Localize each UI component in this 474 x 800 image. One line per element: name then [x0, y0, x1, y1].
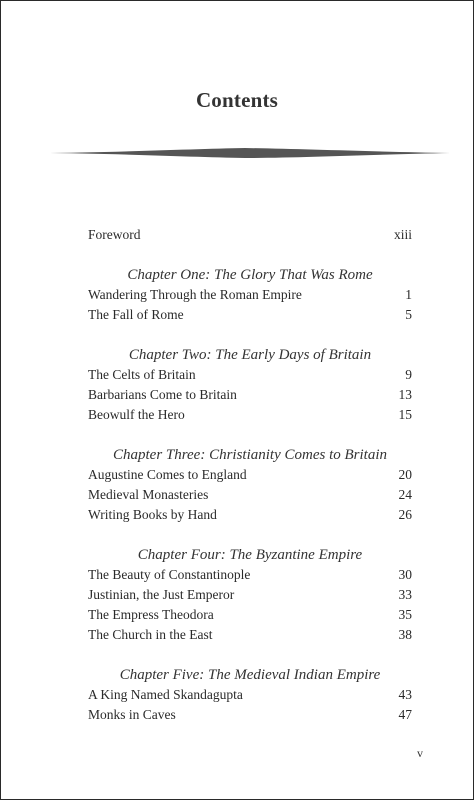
- toc-entry-label: Wandering Through the Roman Empire: [88, 287, 302, 302]
- toc-entry-label: Augustine Comes to England: [88, 467, 247, 482]
- toc-entry-label: The Beauty of Constantinople: [88, 567, 251, 582]
- chapter-heading: Chapter Two: The Early Days of Britain: [128, 347, 372, 363]
- toc-entry-label: The Church in the East: [88, 627, 213, 642]
- toc-entry[interactable]: [88, 605, 412, 625]
- toc-entry-label: The Empress Theodora: [88, 607, 214, 622]
- page-number: v: [417, 746, 423, 760]
- toc-entry-label: Foreword: [88, 227, 141, 242]
- toc-entry-page: 43: [398, 687, 412, 702]
- toc-entry[interactable]: [88, 505, 412, 525]
- toc-entry-page: 1: [405, 287, 412, 302]
- chapter-list: [88, 265, 412, 725]
- decorative-swoosh-divider: [40, 143, 450, 163]
- toc-entry-label: Justinian, the Just Emperor: [88, 587, 235, 602]
- toc-entry-page: xiii: [393, 227, 412, 242]
- toc-entry-label: Writing Books by Hand: [88, 507, 217, 522]
- toc-entry-page: 24: [398, 487, 412, 502]
- toc-entry-page: 13: [398, 387, 412, 402]
- toc-entry-page: 47: [398, 707, 412, 722]
- toc-entry[interactable]: [88, 465, 412, 485]
- toc-entry[interactable]: [88, 685, 412, 705]
- toc-entry-label: The Celts of Britain: [88, 367, 196, 382]
- toc-entry-page: 33: [398, 587, 412, 602]
- toc-entry-page: 9: [405, 367, 412, 382]
- toc-entry-page: 26: [398, 507, 412, 522]
- toc-entry[interactable]: [88, 385, 412, 405]
- page-title: Contents: [195, 88, 279, 112]
- toc-entry-label: Medieval Monasteries: [88, 487, 209, 502]
- toc-entry-page: 38: [398, 627, 412, 642]
- toc-entry[interactable]: [88, 365, 412, 385]
- toc-entry-foreword[interactable]: [88, 225, 412, 245]
- chapter-heading: Chapter Three: Christianity Comes to Britain: [112, 447, 388, 463]
- toc-entry-label: Barbarians Come to Britain: [88, 387, 237, 402]
- chapter-heading: Chapter Five: The Medieval Indian Empire: [119, 667, 381, 683]
- toc-entry-page: 35: [398, 607, 412, 622]
- toc-entry-page: 20: [398, 467, 412, 482]
- toc-entry-label: The Fall of Rome: [88, 307, 184, 322]
- toc-entry-label: A King Named Skandagupta: [88, 687, 243, 702]
- chapter-heading: Chapter One: The Glory That Was Rome: [127, 267, 373, 283]
- toc-entry[interactable]: [88, 565, 412, 585]
- toc-entry-label: Monks in Caves: [88, 707, 176, 722]
- toc-entry[interactable]: [88, 485, 412, 505]
- table-of-contents: [88, 225, 412, 725]
- toc-entry-page: 30: [398, 567, 412, 582]
- toc-entry-page: 5: [405, 307, 412, 322]
- toc-entry[interactable]: [88, 405, 412, 425]
- toc-entry[interactable]: [88, 285, 412, 305]
- toc-entry[interactable]: [88, 705, 412, 725]
- toc-entry[interactable]: [88, 585, 412, 605]
- toc-entry-page: 15: [398, 407, 412, 422]
- toc-entry-label: Beowulf the Hero: [88, 407, 185, 422]
- chapter-heading: Chapter Four: The Byzantine Empire: [137, 547, 363, 563]
- toc-entry[interactable]: [88, 625, 412, 645]
- toc-entry[interactable]: [88, 305, 412, 325]
